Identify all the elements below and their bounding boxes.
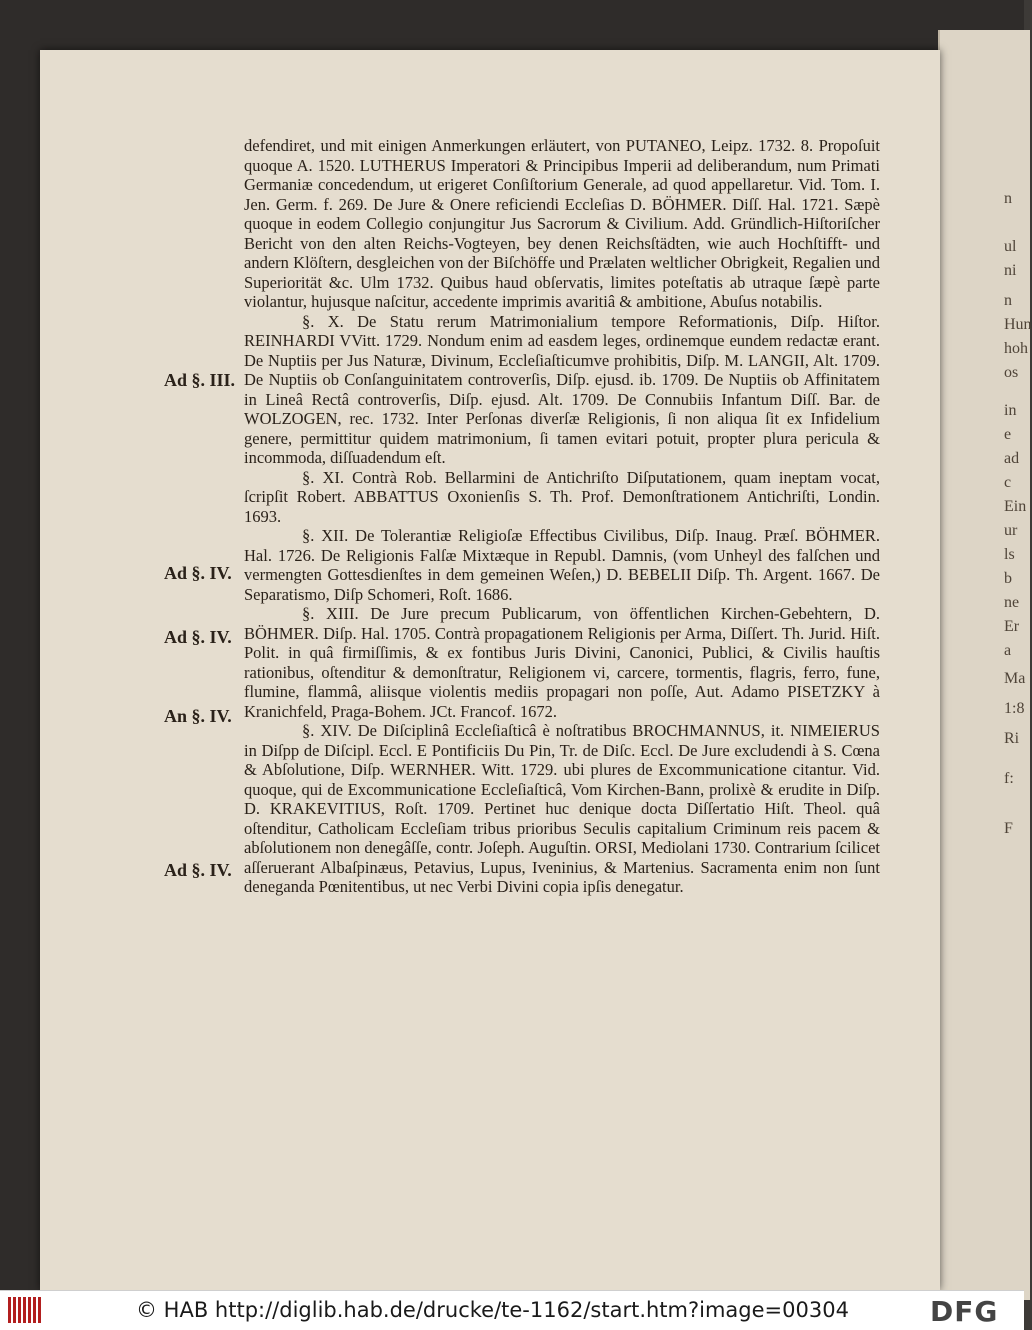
edge-fragment: Er bbox=[1004, 618, 1020, 635]
edge-fragment: n bbox=[1004, 190, 1012, 207]
edge-fragment: hoh bbox=[1004, 340, 1028, 357]
paragraph: §. XIII. De Jure precum Publicarum, von öffentlichen Kirchen-Gebehtern, D. BÖHMER. Diſp. Hal. 1705. Contrà propagationem Religionis per Arma, Diſſert. Th. Jurid. Hiſt. Polit. in quâ firmiſſimis, & ex fontibus Juris Divini, Canonici, Publici, & Civilis hauſtis rationibus, oſtenditur & demonſtratur, Religionem vi, carcere, tormentis, flagris, ferro, fune, flumine, flammâ, aliisque violentis mediis propagari non poſſe, Aut. Adamo PISETZKY à Kranichfeld, Praga-Bohem. JCt. Francof. 1672. bbox=[244, 604, 880, 721]
edge-fragment: a bbox=[1004, 642, 1012, 659]
edge-fragment: in bbox=[1004, 402, 1017, 419]
edge-fragment: ni bbox=[1004, 262, 1017, 279]
paragraph: §. X. De Statu rerum Matrimonialium tempore Reformationis, Diſp. Hiſtor. REINHARDI VVitt. 1729. Nondum enim ad easdem leges, ordinemque eundem redactæ erant. De Nuptiis per Jus Naturæ, Divinum, Eccleſiaſticumve prohibitis, Diſp. M. LANGII, Alt. 1709. De Nuptiis ob Conſanguinitatem controverſis, Diſp. ejusd. ib. 1709. De Nuptiis ob Affinitatem in Lineâ Rectâ controverſis, Diſp. ejusd. Alt. 1709. De Connubiis Infantum Diſſ. Bar. de WOLZOGEN, rec. 1732. Inter Perſonas diverſæ Religionis, ſi non aliqua ſit ex Infidelium genere, permittitur quidem matrimonium, ſi tamen evitari potuit, propter plura pericula & incommoda, diſſuadendum eſt. bbox=[244, 311, 880, 467]
paragraph: defendiret, und mit einigen Anmerkungen erläutert, von PUTANEO, Leipz. 1732. 8. Propoſuit quoque A. 1520. LUTHERUS Imperatori & Principibus Imperii ad deliberandum, num Primati Germaniæ concedendum, ut erigeret Conſiſtorium Generale, ad quod appellaretur. Vid. Tom. I. Jen. Germ. f. 269. De Jure & Onere reficiendi Eccleſias D. BÖHMER. Diſſ. Hal. 1721. Sæpè quoque in eodem Collegio conjungitur Jus Sacrorum & Civilium. Add. Gründlich-Hiſtoriſcher Bericht von den alten Reichs-Vogteyen, bey denen Reichsſtädten, wie auch Hochſtifft- und andern Klöſtern, desgleichen von der Biſchöffe und Prælaten weltlicher Obrigkeit, Regalien und Superiorität &c. Ulm 1732. Quibus haud obſervatis, limites poteſtatis ab utraque ſæpè parte violantur, hujusque naſcitur, accedente imprimis avaritiâ & ambitione, Abuſus notabilis. bbox=[244, 136, 880, 311]
paragraph: §. XI. Contrà Rob. Bellarmini de Antichriſto Diſputationem, quam ineptam vocat, ſcripſit Robert. ABBATTUS Oxonienſis S. Th. Prof. Demonſtrationem Antichriſti, Londin. 1693. bbox=[244, 467, 880, 526]
edge-fragment: e bbox=[1004, 426, 1012, 443]
edge-fragment: ur bbox=[1004, 522, 1018, 539]
adjacent-page-edge bbox=[938, 30, 1030, 1300]
margin-note: Ad §. III. bbox=[164, 370, 236, 390]
dfg-logo: DFG bbox=[930, 1295, 999, 1328]
copyright-link[interactable]: © HAB http://diglib.hab.de/drucke/te-1162/start.htm?image=00304 bbox=[136, 1298, 849, 1322]
edge-fragment: os bbox=[1004, 364, 1019, 381]
edge-fragment: ls bbox=[1004, 546, 1015, 563]
edge-fragment: Hun bbox=[1004, 316, 1032, 333]
edge-fragment: b bbox=[1004, 570, 1012, 587]
paragraph: §. XIV. De Diſciplinâ Eccleſiaſticâ è noſtratibus BROCHMANNUS, it. NIMEIERUS in Diſpp de Diſcipl. Eccl. E Pontificiis Du Pin, Tr. de Diſc. Eccl. De Jure excludendi à S. Cœna & Abſolutione, Diſp. WERNHER. Witt. 1729. ubi plures de Excommunicatione citantur. Vid. quoque, qui de Excommunicatione Eccleſiaſticâ, Vom Kirchen-Bann, prolixè & erudite in Diſp. D. KRAKEVITIUS, Roſt. 1709. Pertinet huc denique docta Diſſertatio Hiſt. Theol. quâ oſtenditur, Catholicam Eccleſiam tribus prioribus Seculis capitalium Criminum reis pacem & abſolutionem non denegâſſe, contr. Joſeph. Auguſtin. ORSI, Mediolani 1730. Contrarium ſcilicet aſſeruerant Albaſpinæus, Petavius, Lupus, Iveninius, & Martenius. Sacramenta enim non ſunt deneganda Pœnitentibus, ut nec Verbi Divini copia ipſis denegatur. bbox=[244, 721, 880, 896]
edge-fragment: c bbox=[1004, 474, 1012, 491]
library-logo-icon bbox=[8, 1297, 42, 1323]
paragraph: §. XII. De Tolerantiæ Religioſæ Effectibus Civilibus, Diſp. Inaug. Præſ. BÖHMER. Hal. 1726. De Religionis Falſæ Mixtæque in Republ. Damnis, (vom Unheyl des falſchen und vermengten Gottesdienſtes in dem gemeinen Weſen,) D. BEBELII Diſp. Th. Argent. 1667. De Separatismo, Diſp Schomeri, Roſt. 1686. bbox=[244, 526, 880, 604]
margin-note: Ad §. IV. bbox=[164, 627, 232, 647]
viewer-footer bbox=[0, 1290, 1024, 1330]
body-text bbox=[244, 136, 880, 897]
edge-fragment: ad bbox=[1004, 450, 1020, 467]
edge-fragment: n bbox=[1004, 292, 1012, 309]
edge-fragment: F bbox=[1004, 820, 1013, 837]
edge-fragment: Ein bbox=[1004, 498, 1027, 515]
edge-fragment: Ri bbox=[1004, 730, 1020, 747]
edge-fragment: ul bbox=[1004, 238, 1017, 255]
margin-note: An §. IV. bbox=[164, 706, 232, 726]
margin-note: Ad §. IV. bbox=[164, 860, 232, 880]
margin-note: Ad §. IV. bbox=[164, 563, 232, 583]
edge-fragment: 1:8 bbox=[1004, 700, 1025, 717]
edge-fragment: f: bbox=[1004, 770, 1014, 787]
edge-fragment: ne bbox=[1004, 594, 1020, 611]
edge-fragment: Ma bbox=[1004, 670, 1026, 687]
